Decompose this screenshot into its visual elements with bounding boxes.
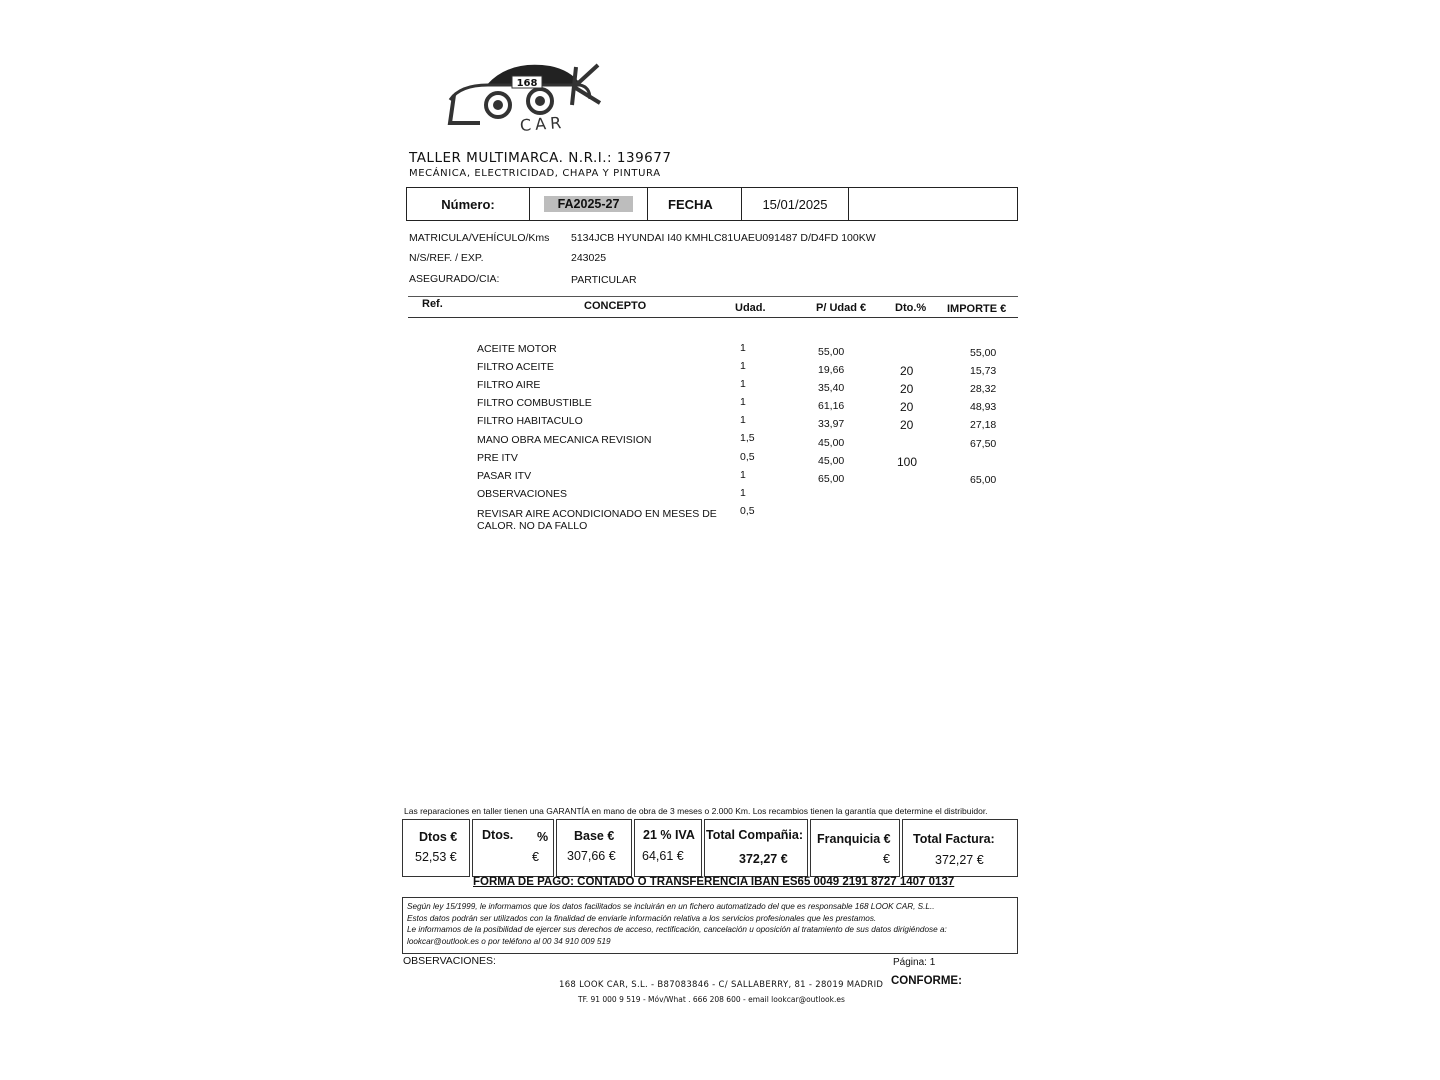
reference-value: 243025: [571, 252, 607, 264]
item-concepto: PRE ITV: [477, 452, 518, 464]
col-precio: P/ Udad €: [816, 302, 867, 314]
insured-label: ASEGURADO/CIA:: [409, 273, 500, 285]
company-address: 168 LOOK CAR, S.L. - B87083846 - C/ SALLABERRY, 81 - 28019 MADRID: [559, 980, 884, 990]
totals-base: [556, 819, 632, 877]
fecha-label: FECHA: [648, 188, 742, 220]
item-dto: 20: [900, 400, 914, 414]
invoice-number: FA2025-27: [544, 196, 634, 212]
item-udad: 1: [740, 396, 746, 408]
dtos-value: 52,53 €: [415, 850, 457, 864]
item-udad: 1: [740, 469, 746, 481]
item-dto: 20: [900, 364, 914, 378]
numero-value-cell: [530, 188, 648, 220]
svg-text:168: 168: [516, 78, 538, 89]
item-concepto: OBSERVACIONES: [477, 488, 568, 500]
base-label: Base €: [574, 829, 615, 843]
item-concepto: FILTRO AIRE: [477, 379, 541, 391]
compania-label: Total Compañia:: [706, 828, 803, 842]
col-dto: Dto.%: [895, 302, 927, 314]
item-importe: 15,73: [970, 365, 997, 377]
base-value: 307,66 €: [567, 849, 616, 863]
item-udad: 1: [740, 342, 746, 354]
item-precio: 65,00: [818, 473, 845, 485]
item-concepto: FILTRO COMBUSTIBLE: [477, 397, 592, 409]
item-importe: 27,18: [970, 419, 997, 431]
company-contact: TF. 91 000 9 519 - Móv/What . 666 208 600 - email lookcar@outlook.es: [578, 995, 845, 1004]
workshop-title: [409, 150, 671, 182]
item-dto: 20: [900, 418, 914, 432]
guarantee-note: Las reparaciones en taller tienen una GARANTÍA en mano de obra de 3 meses o 2.000 Km. Los recambios tienen la garantía que determine el distribuidor.: [404, 806, 988, 816]
item-precio: 45,00: [818, 437, 845, 449]
factura-label: Total Factura:: [913, 832, 995, 846]
item-importe: 65,00: [970, 474, 997, 486]
item-precio: 61,16: [818, 400, 845, 412]
totals-dtos: [402, 819, 470, 877]
item-precio: 45,00: [818, 455, 845, 467]
totals-iva: [634, 819, 702, 877]
item-concepto: FILTRO HABITACULO: [477, 415, 583, 427]
item-concepto: REVISAR AIRE ACONDICIONADO EN MESES DE CALOR. NO DA FALLO: [477, 508, 717, 532]
insured-value: PARTICULAR: [571, 274, 637, 286]
totals-compania: [704, 819, 808, 877]
col-concepto: CONCEPTO: [584, 300, 647, 312]
invoice-header: [406, 187, 1018, 221]
item-dto: 20: [900, 382, 914, 396]
legal-notice: [402, 897, 1018, 954]
legal-line: Le informamos de la posibilidad de ejercer sus derechos de acceso, rectificación, cancelación u oposición al tratamiento de sus datos dirigiéndose a:: [407, 925, 947, 934]
svg-text:CAR: CAR: [519, 112, 566, 135]
franquicia-value: €: [883, 852, 890, 866]
dtos-pct-label: Dtos.: [482, 828, 514, 842]
iva-value: 64,61 €: [642, 849, 684, 863]
item-concepto: MANO OBRA MECANICA REVISION: [477, 434, 652, 446]
invoice-date: 15/01/2025: [742, 188, 849, 220]
page-number: Página: 1: [893, 957, 936, 968]
compania-value: 372,27 €: [739, 852, 788, 866]
legal-line: Estos datos podrán ser utilizados con la finalidad de enviarle información relativa a los servicios profesionales que les prestamos.: [407, 913, 877, 923]
item-udad: 1: [740, 414, 746, 426]
item-udad: 0,5: [740, 451, 755, 463]
totals-dtos-pct: [472, 819, 554, 877]
item-importe: 28,32: [970, 383, 997, 395]
item-concepto: PASAR ITV: [477, 470, 532, 482]
legal-line: lookcar@outlook.es o por teléfono al 00 34 910 009 519: [407, 936, 611, 946]
item-concepto: FILTRO ACEITE: [477, 361, 554, 373]
totals-factura: [902, 819, 1018, 877]
totals-franquicia: [810, 819, 900, 877]
franquicia-label: Franquicia €: [817, 832, 891, 846]
item-precio: 55,00: [818, 346, 845, 358]
item-importe: 48,93: [970, 401, 997, 413]
factura-value: 372,27 €: [935, 853, 984, 867]
pct-sign: %: [537, 830, 549, 844]
dtos-label: Dtos €: [419, 830, 458, 844]
header-divider: [408, 296, 1018, 297]
item-concepto: ACEITE MOTOR: [477, 343, 557, 355]
col-ref: Ref.: [422, 298, 443, 310]
numero-label: Número:: [407, 188, 530, 220]
iva-label: 21 % IVA: [643, 828, 695, 842]
reference-label: N/S/REF. / EXP.: [409, 252, 484, 264]
payment-method: FORMA DE PAGO: CONTADO O TRANSFERENCIA IBAN ES65 0049 2191 8727 1407 0137: [473, 876, 955, 888]
item-dto: 100: [897, 455, 918, 469]
legal-line: Según ley 15/1999, le informamos que los datos facilitados se incluirán en un fichero automatizado del que es responsable 168 LOOK CAR, S.L..: [407, 902, 935, 911]
item-importe: 55,00: [970, 347, 997, 359]
item-udad: 1: [740, 378, 746, 390]
header-underline: [408, 317, 1018, 318]
conforme-label: CONFORME:: [891, 975, 962, 987]
item-precio: 19,66: [818, 364, 845, 376]
totals-box: [402, 819, 1018, 877]
col-importe: IMPORTE €: [947, 303, 1007, 315]
item-udad: 1: [740, 487, 746, 499]
vehicle-value: 5134JCB HYUNDAI I40 KMHLC81UAEU091487 D/D4FD 100KW: [571, 232, 876, 244]
item-udad: 1,5: [740, 432, 755, 444]
item-udad: 0,5: [740, 505, 755, 517]
observaciones-label: OBSERVACIONES:: [403, 955, 496, 967]
item-udad: 1: [740, 360, 746, 372]
workshop-name: TALLER MULTIMARCA. N.R.I.: 139677: [409, 150, 672, 166]
vehicle-label: MATRICULA/VEHÍCULO/Kms: [409, 232, 550, 244]
workshop-services: MECÁNICA, ELECTRICIDAD, CHAPA Y PINTURA: [409, 168, 661, 179]
item-precio: 35,40: [818, 382, 845, 394]
company-logo: [440, 55, 620, 135]
item-importe: 67,50: [970, 438, 997, 450]
dtos-pct-value: €: [532, 850, 539, 864]
col-udad: Udad.: [735, 302, 766, 314]
item-precio: 33,97: [818, 418, 845, 430]
